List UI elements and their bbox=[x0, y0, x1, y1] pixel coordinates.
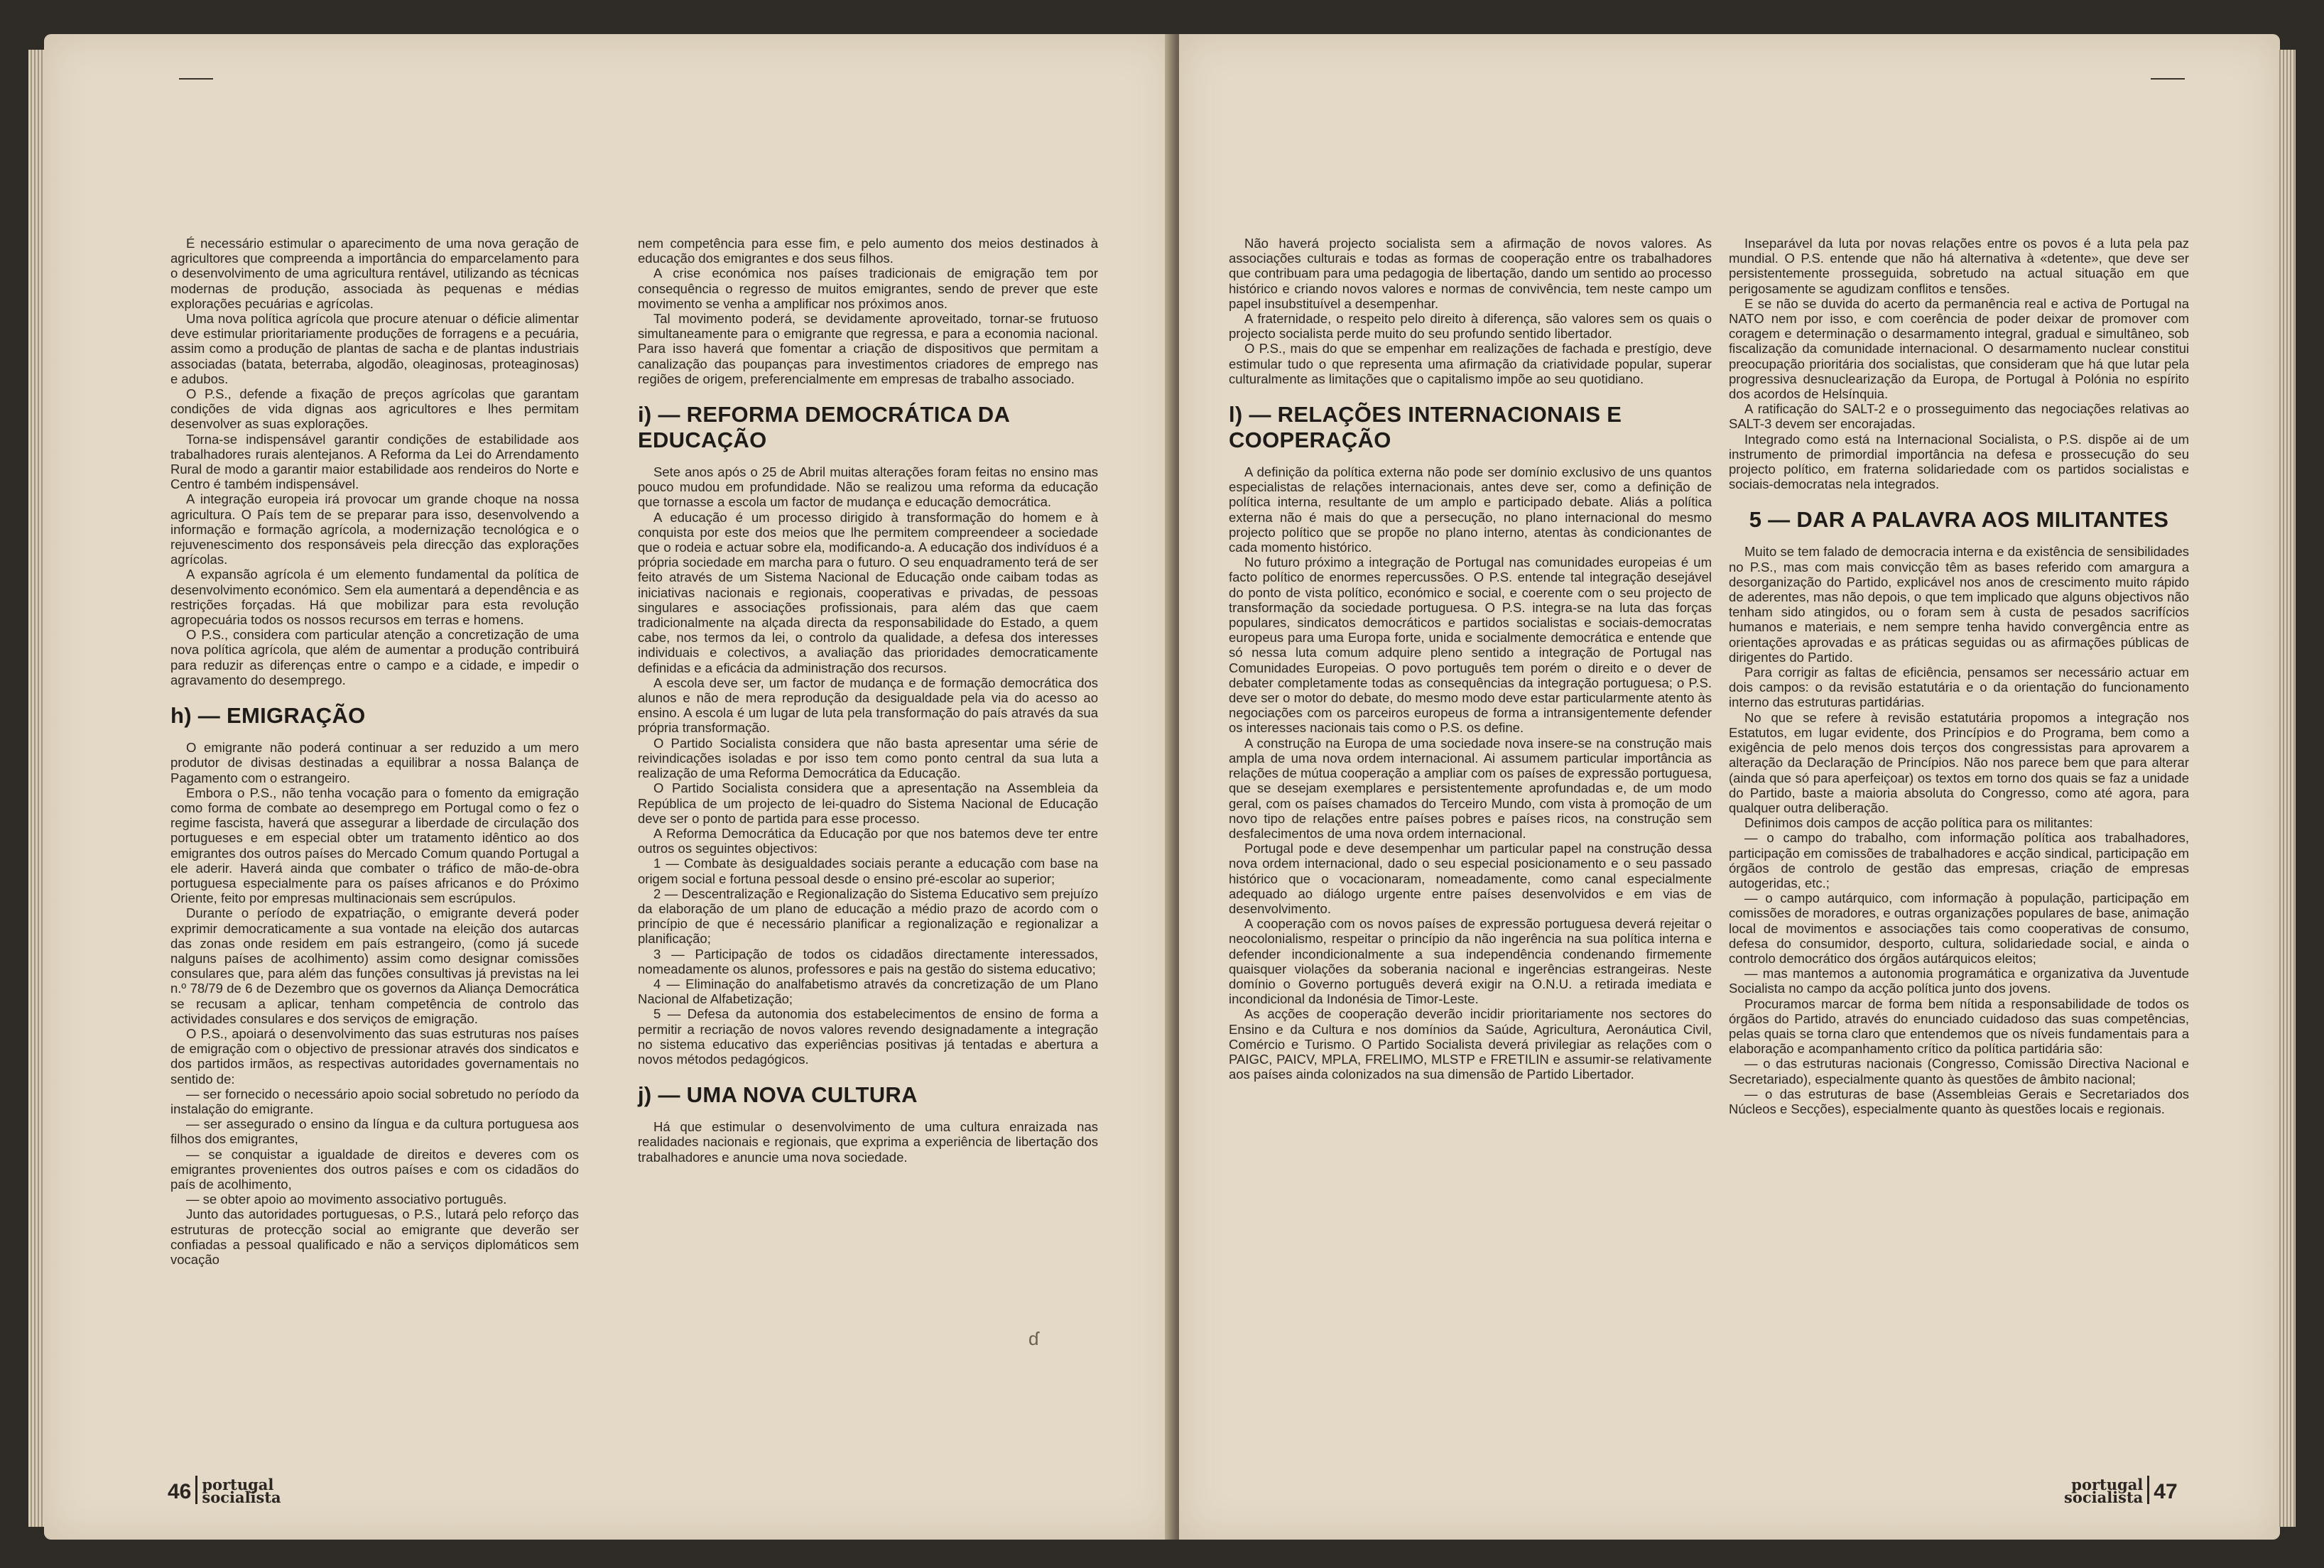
paragraph: O emigrante não poderá continuar a ser reduzido a um mero produtor de divisas destinadas a equilibrar a nossa Balança de Pagamento com o estrangeiro. bbox=[170, 740, 579, 785]
paragraph: 4 — Eliminação do analfabetismo através da concretização de um Plano Nacional de Alfabetização; bbox=[638, 976, 1098, 1007]
paragraph: Torna-se indispensável garantir condições de estabilidade aos trabalhadores rurais alentejanos. A Reforma da Lei do Arrendamento Rural de modo a garantir maior estabilidade aos rendeiros do Norte e Centro é também indispensável. bbox=[170, 431, 579, 492]
paragraph: Não haverá projecto socialista sem a afirmação de novos valores. As associações culturais e todas as formas de cooperação entre os trabalhadores que contribuam para uma pedagogia de libertação, dando um sentido ao processo histórico e criando novos valores e normas de convivência, tem neste campo um papel insubstituível a desempenhar. bbox=[1229, 236, 1712, 311]
paragraph: O Partido Socialista considera que não basta apresentar uma série de reivindicações isoladas e por isso tem como ponto central da sua luta a realização de uma Reforma Democrática da Educação. bbox=[638, 735, 1098, 781]
text-column-2 bbox=[638, 236, 1098, 1165]
paragraph: No futuro próximo a integração de Portugal nas comunidades europeias é um facto político de enormes repercussões. O P.S. entende tal integração desejável do ponto de vista político, económico e social, e coerente com o seu projecto de transformação da sociedade portuguesa. O P.S. integra-se na luta das forças populares, sindicatos democráticos e partidos socialistas e sociais-democratas europeus para uma Europa forte, unida e socialmente democrática e entende que só nessa luta comum adquire pleno sentido a integração de Portugal nas Comunidades Europeias. O povo português tem porém o direito e o dever de debater completamente todas as consequências da integração portuguesa; o P.S. deve ser o motor do debate, do mesmo modo deve estar particularmente atento às negociações com os parceiros europeus de forma a intransigentemente defender os interesses nacionais tais como o P.S. os define. bbox=[1229, 555, 1712, 736]
paragraph: Procuramos marcar de forma bem nítida a responsabilidade de todos os órgãos do Partido, através do enunciado cuidadoso das suas competências, pelas quais se torna claro que entendemos que os níveis fundamentais para a elaboração e acompanhamento crítico da política partidária são: bbox=[1729, 996, 2189, 1057]
paragraph: 5 — Defesa da autonomia dos estabelecimentos de ensino de forma a permitir a recriação de novos valores revendo designadamente a integração no sistema educativo das experiências positivas já tentadas e abertura a novos métodos pedagógicos. bbox=[638, 1006, 1098, 1067]
paragraph: — ser assegurado o ensino da língua e da cultura portuguesa aos filhos dos emigrantes, bbox=[170, 1116, 579, 1147]
paragraph: A fraternidade, o respeito pelo direito à diferença, são valores sem os quais o projecto socialista perde muito do seu profundo sentido libertador. bbox=[1229, 311, 1712, 342]
text-column-4 bbox=[1729, 236, 2189, 1116]
paragraph: A construção na Europa de uma sociedade nova insere-se na construção mais ampla de uma nova ordem internacional. Ai assumem particular importância as relações de mútua cooperação a ampliar com os países de expressão portuguesa, que se desejam exemplares e persistentemente aprofundadas e, de um modo geral, com os países chamados do Terceiro Mundo, com vista à promoção de um novo tipo de relações entre países pobres e países ricos, na construção sem desfalecimentos de uma nova ordem internacional. bbox=[1229, 735, 1712, 841]
paragraph: A crise económica nos países tradicionais de emigração tem por consequência o regresso de muitos emigrantes, sendo de prever que este movimento se venha a amplificar nos próximos anos. bbox=[638, 266, 1098, 311]
paragraph: — se obter apoio ao movimento associativo português. bbox=[186, 1192, 507, 1207]
paragraph: O Partido Socialista considera que a apresentação na Assembleia da República de um projecto de lei-quadro do Sistema Nacional de Educação deve ser o ponto de partida para esse processo. bbox=[638, 780, 1098, 826]
top-rule bbox=[179, 78, 213, 80]
paragraph: A expansão agrícola é um elemento fundamental da política de desenvolvimento económico. Sem ela aumentará a dependência e as restrições forçadas. Há que mobilizar para esta revolução agropecuária todos os nossos recursos em terras e homens. bbox=[170, 567, 579, 628]
section-heading: l) — RELAÇÕES INTERNACIONAIS E COOPERAÇÃO bbox=[1229, 402, 1622, 453]
paragraph: O P.S., apoiará o desenvolvimento das suas estruturas nos países de emigração com o objectivo de pressionar através dos sindicatos e dos partidos irmãos, as respectivas autoridades governamentais no sentido de: bbox=[170, 1025, 579, 1087]
text-column-1 bbox=[170, 236, 579, 1267]
paragraph: A ratificação do SALT-2 e o prosseguimento das negociações relativas ao SALT-3 devem ser encorajadas. bbox=[1729, 401, 2189, 432]
paragraph: Sete anos após o 25 de Abril muitas alterações foram feitas no ensino mas pouco mudou em profundidade. Não se realizou uma reforma da educação que tornasse a escola um factor de mudança e educação democrática. bbox=[638, 464, 1098, 510]
paragraph: nem competência para esse fim, e pelo aumento dos meios destinados à educação dos emigrantes e dos seus filhos. bbox=[638, 236, 1098, 266]
paragraph: — mas mantemos a autonomia programática e organizativa da Juventude Socialista no campo da acção política junto dos jovens. bbox=[1729, 966, 2189, 996]
paragraph: As acções de cooperação deverão incidir prioritariamente nos sectores do Ensino e da Cultura e nos domínios da Saúde, Agricultura, Aeronáutica Civil, Comércio e Turismo. O Partido Socialista deverá privilegiar as relações com o PAIGC, PAICV, MPLA, FRELIMO, MLSTP e FRETILIN e assumir-se relativamente aos países ainda colonizados na sua dimensão de Partido Libertador. bbox=[1229, 1006, 1712, 1082]
paragraph: É necessário estimular o aparecimento de uma nova geração de agricultores que compreenda a importância do emparcelamento para o desenvolvimento de uma agricultura rentável, utilizando as técnicas modernas de produção, associada às pequenas e médias explorações pecuárias e agrícolas. bbox=[170, 236, 579, 311]
paragraph: A integração europeia irá provocar um grande choque na nossa agricultura. O País tem de se preparar para isso, desenvolvendo a informação e formação agrícola, a modernização tecnológica e o rejuvenescimento dos responsáveis pela direcção das explorações agrícolas. bbox=[170, 491, 579, 567]
paragraph: Durante o período de expatriação, o emigrante deverá poder exprimir democraticamente a sua vontade na eleição dos autarcas das zonas onde residem em país estrangeiro, (como já sucede nalguns países de acolhimento) assim como designar comissões consulares que, para além das funções consultivas já previstas na lei n.º 78/79 de 6 de Dezembro que os governos da Aliança Democrática se recusam a aplicar, tenham competência de controlo das actividades consulares e dos serviços de emigração. bbox=[170, 905, 579, 1026]
right-footer bbox=[2064, 1476, 2178, 1504]
paragraph: A Reforma Democrática da Educação por que nos batemos deve ter entre outros os seguintes objectivos: bbox=[638, 825, 1098, 856]
paragraph: O P.S., mais do que se empenhar em realizações de fachada e prestígio, deve estimular tudo o que representa uma afirmação da criatividade popular, superar culturalmente as limitações que o capitalismo impõe ao seu quotidiano. bbox=[1229, 341, 1712, 386]
paragraph: 2 — Descentralização e Regionalização do Sistema Educativo sem prejuízo da elaboração de um plano de educação a médio prazo de acordo com o princípio de que é necessário planificar a regionalização e regionalizar a planificação; bbox=[638, 886, 1098, 947]
paragraph: Definimos dois campos de acção política para os militantes: bbox=[1744, 815, 2093, 831]
paragraph: Uma nova política agrícola que procure atenuar o déficie alimentar deve estimular prioritariamente produções de forragens e a pecuária, assim como a produção de plantas de sacha e de plantas industriais associadas (batata, beterraba, algodão, oleaginosas, proteaginosas) e adubos. bbox=[170, 311, 579, 386]
paragraph: E se não se duvida do acerto da permanência real e activa de Portugal na NATO nem por isso, e com coerência de poder deixar de promover com coragem e determinação o desarmamento integral, gradual e simultâneo, sob fiscalização da comunidade internacional. O desarmamento nuclear constitui preocupação prioritária dos socialistas, que consideram que há que lutar pela progressiva desnuclearização da Europa, de Portugal à Polónia no espírito dos acordos de Helsínquia. bbox=[1729, 295, 2189, 402]
paragraph: 1 — Combate às desigualdades sociais perante a educação com base na origem social e fortuna pessoal desde o ensino pré-escolar ao superior; bbox=[638, 856, 1098, 886]
paragraph: — o campo autárquico, com informação à população, participação em comissões de moradores, e outras organizações populares de base, animação local de movimentos e associações tais como cooperativas de consumo, defesa do consumidor, desporto, cultura, solidariedade social, e ainda o controlo democrático dos órgãos autárquicos eleitos; bbox=[1729, 891, 2189, 966]
paragraph: Tal movimento poderá, se devidamente aproveitado, tornar-se frutuoso simultaneamente para o emigrante que regressa, e para a economia nacional. Para isso haverá que fomentar a criação de dispositivos que permitam a canalização das poupanças para investimentos criadores de emprego nas regiões de origem, preferencialmente em empresas de trabalho associado. bbox=[638, 311, 1098, 386]
paragraph: Para corrigir as faltas de eficiência, pensamos ser necessário actuar em dois campos: o da revisão estatutária e o da orientação do funcionamento interno das estruturas partidárias. bbox=[1729, 665, 2189, 710]
paragraph: — o das estruturas nacionais (Congresso, Comissão Directiva Nacional e Secretariado), especialmente quanto às questões de âmbito nacional; bbox=[1729, 1056, 2189, 1087]
paragraph: — o campo do trabalho, com informação política aos trabalhadores, participação em comissões de trabalhadores e acção sindical, participação em órgãos de controlo de gestão das empresas, criação de empresas autogeridas, etc.; bbox=[1729, 830, 2189, 891]
right-page-edge bbox=[2277, 50, 2296, 1527]
paragraph: Portugal pode e deve desempenhar um particular papel na construção dessa nova ordem internacional, dado o seu especial posicionamento e o seu passado histórico que o vocacionaram, nomeadamente, como canal especialmente adequado ao diálogo urgente entre países desenvolvidos e em vias de desenvolvimento. bbox=[1229, 841, 1712, 916]
paragraph: Há que estimular o desenvolvimento de uma cultura enraizada nas realidades nacionais e regionais, que exprima a experiência de libertação dos trabalhadores e anuncie uma nova sociedade. bbox=[638, 1119, 1098, 1165]
section-heading: h) — EMIGRAÇÃO bbox=[170, 703, 366, 729]
paragraph: Junto das autoridades portuguesas, o P.S., lutará pelo reforço das estruturas de protecção social ao emigrante que deverão ser confiadas a pessoal qualificado e não a serviços diplomáticos sem vocação bbox=[170, 1207, 579, 1267]
section-heading: j) — UMA NOVA CULTURA bbox=[638, 1082, 918, 1108]
footer-divider bbox=[195, 1476, 197, 1504]
section-heading: i) — REFORMA DEMOCRÁTICA DA EDUCAÇÃO bbox=[638, 402, 1010, 453]
paragraph: O P.S., defende a fixação de preços agrícolas que garantam condições de vida dignas aos agricultores e lhes permitam desenvolver as suas explorações. bbox=[170, 386, 579, 432]
paragraph: A educação é um processo dirigido à transformação do homem e à conquista por este dos meios que lhe permitem compreendeer a sociedade que o rodeia e actuar sobre ela, modificando-a. A educação dos indivíduos é a própria sociedade em marcha para o futuro. O seu enquadramento terá de ser feito através de um Sistema Nacional de Educação onde caibam todas as iniciativas nacionais e regionais, cooperativas e privadas, de pessoas singulares e associações profissionais, para além das que caem tradicionalmente na alçada directa da responsabilidade do Estado, a quem cabe, nos termos da lei, o controlo da qualidade, a defesa dos interesses individuais e colectivos, a avaliação das prioridades democraticamente definidas e a eficácia da administração dos recursos. bbox=[638, 509, 1098, 675]
paragraph: 3 — Participação de todos os cidadãos directamente interessados, nomeadamente os alunos, professores e pais na gestão do sistema educativo; bbox=[638, 946, 1098, 976]
publication-logo: portugal socialista bbox=[2064, 1476, 2144, 1506]
page-number: 47 bbox=[2154, 1480, 2178, 1503]
paragraph: — se conquistar a igualdade de direitos e deveres com os emigrantes provenientes dos outros países e com os cidadãos do país de acolhimento, bbox=[170, 1146, 579, 1192]
paragraph: Embora o P.S., não tenha vocação para o fomento da emigração como forma de combate ao desemprego em Portugal como o fez o regime fascista, haverá que assegurar a liberdade de circulação dos portugueses e em especial obter um tratamento idêntico ao dos emigrantes dos outros países do Mercado Comum quando Portugal a ele aderir. Haverá ainda que combater o tráfico de mão-de-obra portuguesa especialmente para os países africanos e do Próximo Oriente, feito por empresas multinacionais sem escrúpulos. bbox=[170, 785, 579, 906]
paragraph: O P.S., considera com particular atenção a concretização de uma nova política agrícola, que além de aumentar a produção contribuirá para reduzir as diferenças entre o campo e a cidade, e impedir o agravamento do desemprego. bbox=[170, 627, 579, 687]
page-number: 46 bbox=[168, 1480, 192, 1503]
paragraph: A cooperação com os novos países de expressão portuguesa deverá rejeitar o neocolonialismo, respeitar o princípio da não ingerência na sua política interna e defender incondicionalmente a sua independência condenando firmemente quaisquer violações da soberania nacional e ingerências estrangeiras. Neste domínio o Governo português deverá exigir na O.N.U. a retirada imediata e incondicional da Indonésia de Timor-Leste. bbox=[1229, 916, 1712, 1007]
paragraph: A escola deve ser, um factor de mudança e de formação democrática dos alunos e não de mera reprodução da desigualdade pela via do acesso ao ensino. A escola é um lugar de luta pela transformação do país através da sua própria transformação. bbox=[638, 675, 1098, 736]
paragraph: — ser fornecido o necessário apoio social sobretudo no período da instalação do emigrante. bbox=[170, 1086, 579, 1116]
paragraph: Muito se tem falado de democracia interna e da existência de sensibilidades no P.S., mas com mais convicção têm as bases referido com amargura a desorganização do Partido, explicável nos anos de crescimento muito rápido de aderentes, mas não depois, o que tem implicado que alguns objectivos não tenham sido atingidos, ou o foram sem à custa de pesados sacrifícios humanos e materiais, e nem sempre tenha havido convergência entre as orientações aprovadas e as práticas seguidas ou as afirmações públicas de dirigentes do Partido. bbox=[1729, 544, 2189, 665]
text-column-3 bbox=[1229, 236, 1712, 1082]
paragraph: A definição da política externa não pode ser domínio exclusivo de uns quantos especialistas de relações internacionais, antes deve ser, como a definição de política interna, resultante de um amplo e participado debate. Aliás a política externa não é mais do que a persecução, no plano internacional do mesmo projecto político que se propõe no plano interno, atentas às condicionantes de cada momento histórico. bbox=[1229, 464, 1712, 555]
paragraph: No que se refere à revisão estatutária propomos a integração nos Estatutos, em lugar evidente, dos Princípios e do Programa, bem como a exigência de pelo menos dois terços dos congressistas para aprovarem a alteração da Declaração de Princípios. Não nos parece bem que para alterar (ainda que só para aperfeiçoar) os textos em torno dos quais se faz a unidade do Partido, baste a maioria absoluta do Congresso, como até agora, para qualquer outra deliberação. bbox=[1729, 709, 2189, 815]
section-heading: 5 — DAR A PALAVRA AOS MILITANTES bbox=[1749, 507, 2169, 533]
left-footer bbox=[168, 1476, 281, 1504]
footer-divider bbox=[2147, 1476, 2149, 1504]
paragraph: Integrado como está na Internacional Socialista, o P.S. dispõe ai de um instrumento de primordial importância na defesa e prossecução do seu projecto político, em fraterna solidariedade com os partidos socialistas e sociais-democratas nela integrados. bbox=[1729, 431, 2189, 492]
top-rule bbox=[2151, 78, 2185, 80]
paragraph: — o das estruturas de base (Assembleias Gerais e Secretariados dos Núcleos e Secções), especialmente quanto às questões locais e regionais. bbox=[1729, 1086, 2189, 1116]
publication-logo: portugal socialista bbox=[202, 1476, 281, 1506]
paragraph: Inseparável da luta por novas relações entre os povos é a luta pela paz mundial. O P.S. entende que não há alternativa à «detente», que deve ser persistentemente prosseguida, sobretudo na actual situação em que perigosamente se agudizam conflitos e tensões. bbox=[1729, 236, 2189, 296]
pen-mark: ɗ bbox=[1028, 1328, 1039, 1349]
